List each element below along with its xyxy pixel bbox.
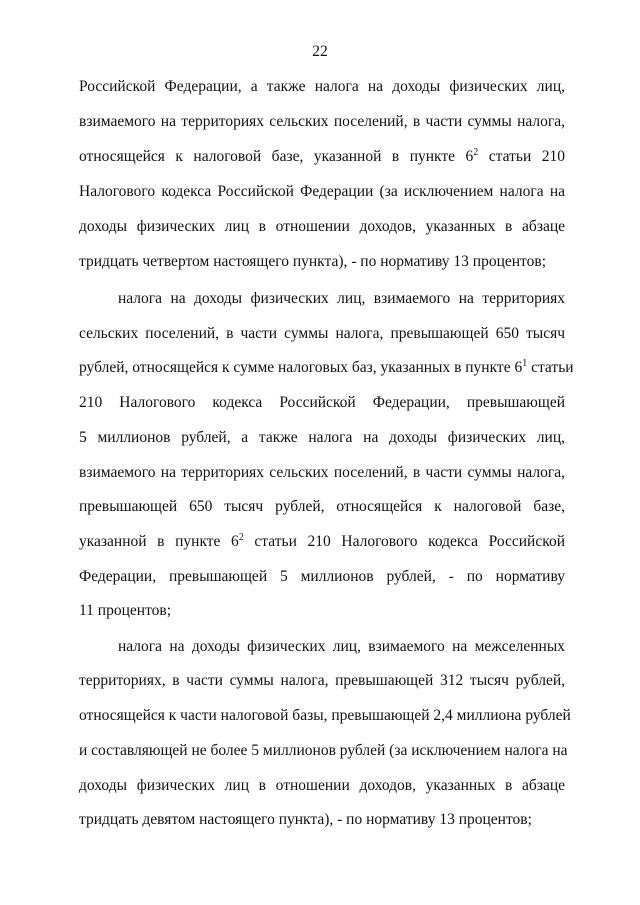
line-text: статьи 210 Налогового кодекса Российской [243,533,565,550]
paragraph-3-line-4: и составляющей не более 5 миллионов рублей (за исключением налога на [79,742,568,759]
superscript: 2 [238,532,244,543]
line-text: относящейся к налоговой базе, указанной в пункте 6 [79,148,474,165]
superscript: 1 [522,358,528,369]
paragraph-2-line-8 [79,533,565,551]
paragraph-3-line-2: территориях, в части суммы налога, превышающей 312 тысяч рублей, [79,672,565,689]
paragraph-1-line-1: Российской Федерации, а также налога на доходы физических лиц, [79,78,565,95]
paragraph-1-line-5: доходы физических лиц в отношении доходов, указанных в абзаце [79,218,565,235]
paragraph-2-line-10: 11 процентов; [79,602,172,619]
paragraph-2-line-3 [79,358,574,377]
paragraph-2-line-2: сельских поселений, в части суммы налога, превышающей 650 тысяч [79,325,565,342]
paragraph-2-line-9: Федерации, превышающей 5 миллионов рублей, - по нормативу [79,568,565,585]
paragraph-2-line-4: 210 Налогового кодекса Российской Федерации, превышающей [79,394,565,411]
line-text: рублей, относящейся к сумме налоговых баз, указанных в пункте 6 [79,359,523,376]
paragraph-2-line-5: 5 миллионов рублей, а также налога на доходы физических лиц, [79,429,565,446]
line-text: статьи 210 [478,148,565,165]
page-number: 22 [312,43,328,60]
line-text: указанной в пункте 6 [79,533,239,550]
paragraph-3-line-6: тридцать девятом настоящего пункта), - по нормативу 13 процентов; [79,811,532,828]
paragraph-1-line-3 [79,148,565,166]
paragraph-2-line-6: взимаемого на территориях сельских поселений, в части суммы налога, [79,464,565,481]
paragraph-1-line-2: взимаемого на территориях сельских поселений, в части суммы налога, [79,113,565,130]
paragraph-3-line-5: доходы физических лиц в отношении доходов, указанных в абзаце [79,777,565,794]
paragraph-1-line-4: Налогового кодекса Российской Федерации (за исключением налога на [79,183,565,200]
paragraph-3-line-3: относящейся к части налоговой базы, превышающей 2,4 миллиона рублей [79,707,571,724]
paragraph-2-line-7: превышающей 650 тысяч рублей, относящейся к налоговой базе, [79,498,565,515]
paragraph-2-line-1: налога на доходы физических лиц, взимаемого на территориях [118,290,565,307]
superscript: 2 [473,147,479,158]
paragraph-1-line-6: тридцать четвертом настоящего пункта), - по нормативу 13 процентов; [79,253,546,270]
line-text: статьи [527,359,574,376]
paragraph-3-line-1: налога на доходы физических лиц, взимаемого на межселенных [118,638,565,655]
